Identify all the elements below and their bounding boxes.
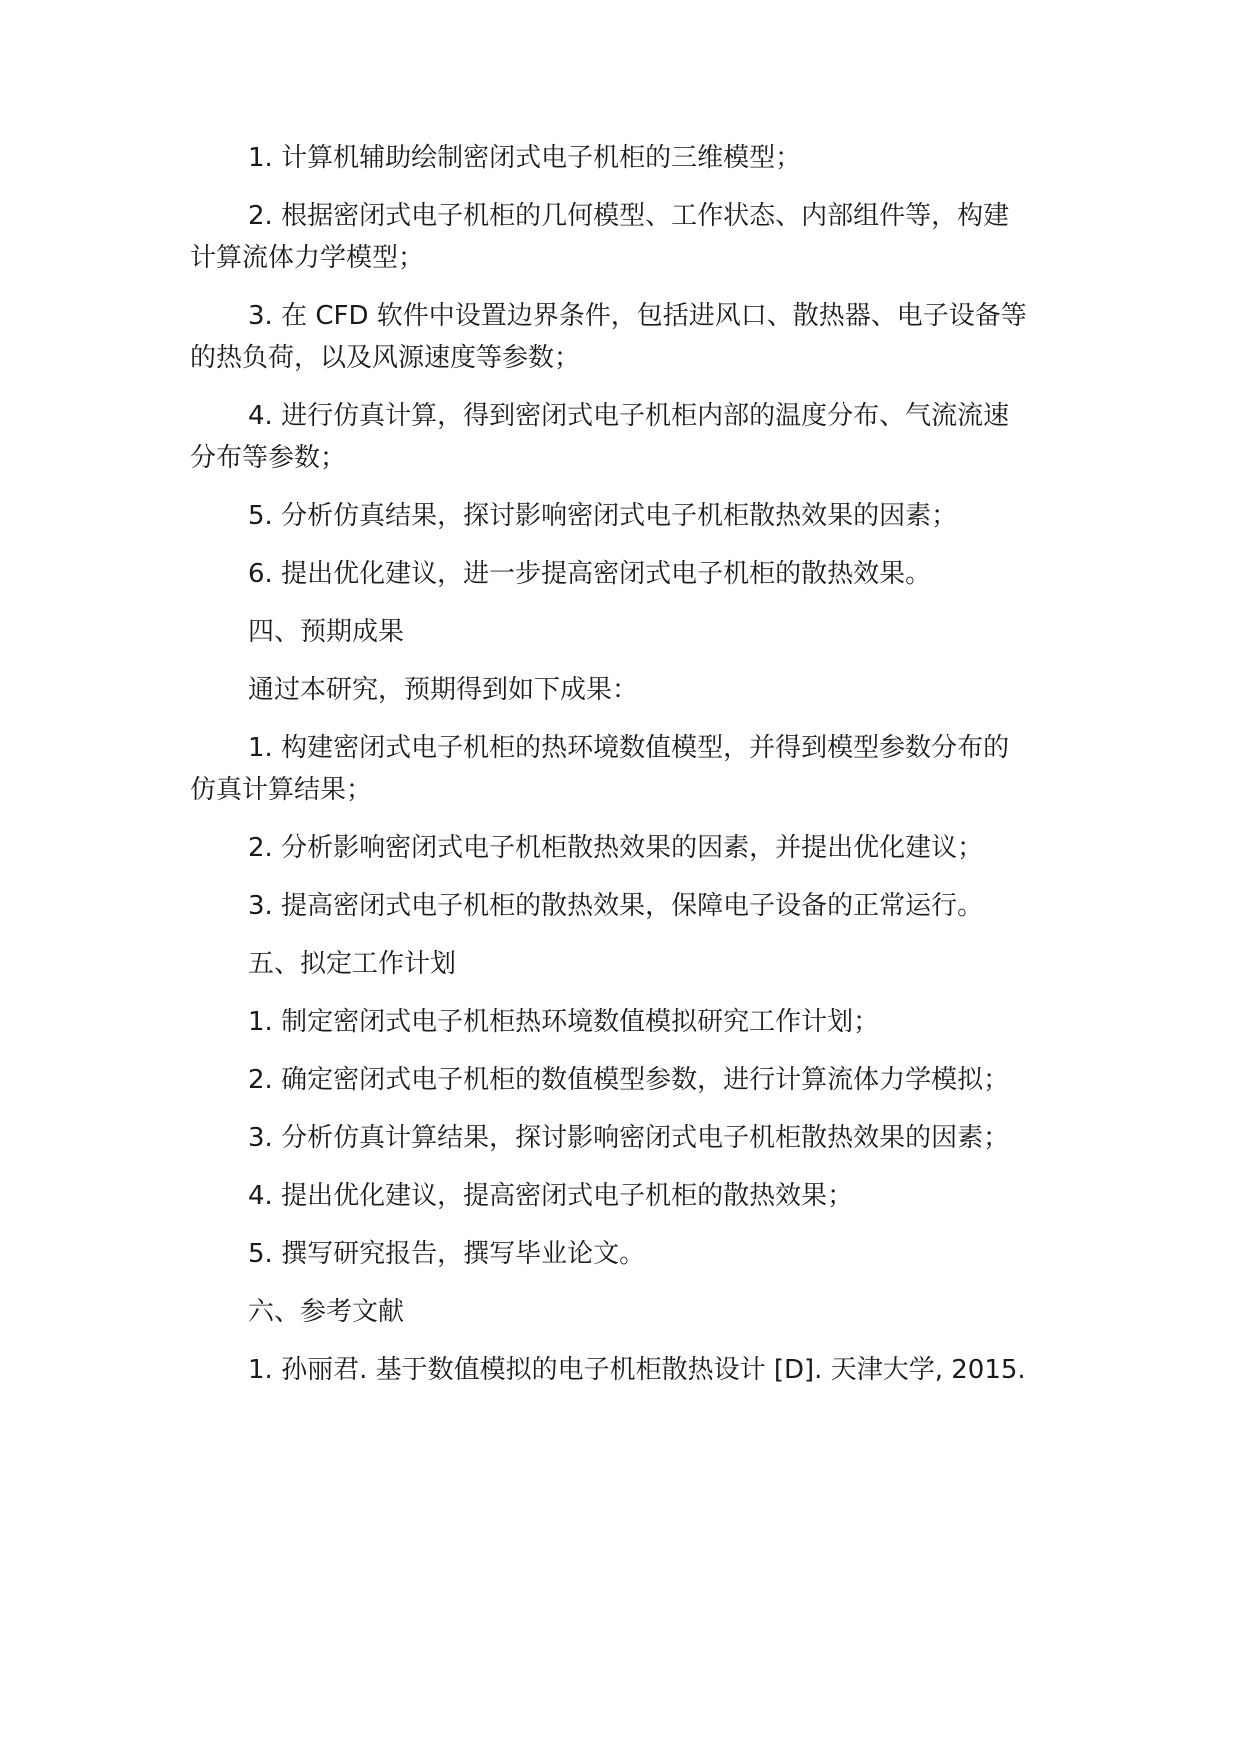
method-step-4-cont: 分布等参数；: [190, 443, 347, 473]
method-step-2: 2. 根据密闭式电子机柜的几何模型、工作状态、内部组件等，构建: [248, 201, 1010, 231]
section-heading-references: 六、参考文献: [248, 1297, 405, 1327]
result-item-2: 2. 分析影响密闭式电子机柜散热效果的因素，并提出优化建议；: [248, 833, 984, 863]
method-step-1: 1. 计算机辅助绘制密闭式电子机柜的三维模型；: [248, 143, 802, 173]
method-step-3: 3. 在 CFD 软件中设置边界条件，包括进风口、散热器、电子设备等: [248, 301, 1027, 331]
method-step-6: 6. 提出优化建议，进一步提高密闭式电子机柜的散热效果。: [248, 559, 932, 589]
plan-item-1: 1. 制定密闭式电子机柜热环境数值模拟研究工作计划；: [248, 1007, 880, 1037]
plan-item-3: 3. 分析仿真计算结果，探讨影响密闭式电子机柜散热效果的因素；: [248, 1123, 1010, 1153]
plan-item-2: 2. 确定密闭式电子机柜的数值模型参数，进行计算流体力学模拟；: [248, 1065, 1010, 1095]
method-step-4: 4. 进行仿真计算，得到密闭式电子机柜内部的温度分布、气流流速: [248, 401, 1010, 431]
result-item-1-cont: 仿真计算结果；: [190, 775, 373, 805]
method-step-3-cont: 的热负荷，以及风源速度等参数；: [190, 343, 581, 373]
method-step-5: 5. 分析仿真结果，探讨影响密闭式电子机柜散热效果的因素；: [248, 501, 958, 531]
expected-results-intro: 通过本研究，预期得到如下成果：: [248, 675, 639, 705]
section-heading-work-plan: 五、拟定工作计划: [248, 949, 457, 979]
section-heading-expected-results: 四、预期成果: [248, 617, 405, 647]
reference-item-1: 1. 孙丽君. 基于数值模拟的电子机柜散热设计 [D]. 天津大学, 2015.: [248, 1355, 1026, 1385]
result-item-1: 1. 构建密闭式电子机柜的热环境数值模型，并得到模型参数分布的: [248, 733, 1010, 763]
plan-item-4: 4. 提出优化建议，提高密闭式电子机柜的散热效果；: [248, 1181, 854, 1211]
method-step-2-cont: 计算流体力学模型；: [190, 243, 425, 273]
plan-item-5: 5. 撰写研究报告，撰写毕业论文。: [248, 1239, 646, 1269]
result-item-3: 3. 提高密闭式电子机柜的散热效果，保障电子设备的正常运行。: [248, 891, 984, 921]
